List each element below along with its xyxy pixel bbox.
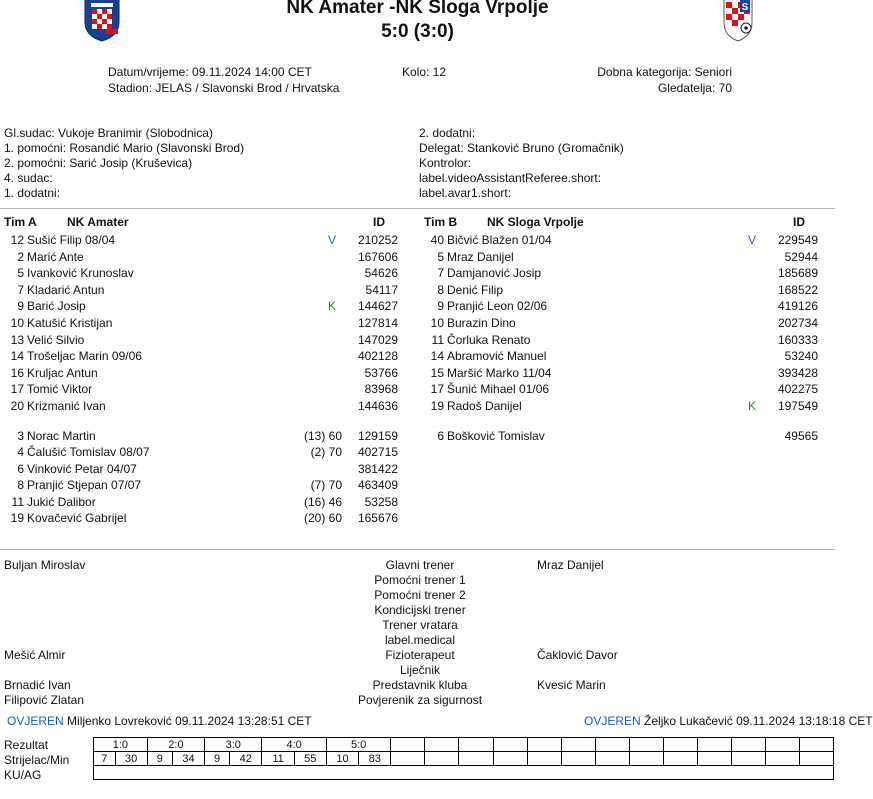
- verification-left-text: Miljenko Lovreković 09.11.2024 13:28:51 CET: [67, 714, 312, 728]
- player-id: 54626: [364, 266, 398, 281]
- player-id: 419126: [777, 299, 818, 314]
- grid-empty-cell: [425, 752, 459, 766]
- sub-row: [420, 428, 830, 444]
- player-name: Kruljac Antun: [27, 365, 98, 380]
- official-left-line: 1. pomoćni: Rosandić Mario (Slavonski Brod): [4, 141, 245, 155]
- grid-score: 4:0: [262, 738, 327, 752]
- verification-left-status: OVJEREN: [7, 714, 64, 728]
- player-name: Kladarić Antun: [27, 282, 105, 297]
- player-id: 54117: [365, 282, 398, 297]
- sub-info: (16) 46: [303, 494, 342, 509]
- grid-empty-cell: [391, 752, 425, 766]
- grid-label-scorer: Strijelac/Min: [4, 753, 70, 767]
- player-name: Čorluka Renato: [447, 332, 531, 347]
- player-number: 10: [10, 316, 24, 330]
- player-number: 5: [17, 266, 24, 281]
- grid-scorer-min: 42: [230, 752, 262, 766]
- player-name: Krizmanić Ivan: [27, 399, 106, 413]
- player-row: [420, 315, 830, 331]
- player-id: 168522: [777, 282, 818, 297]
- grid-empty-cell: [663, 752, 697, 766]
- official-left-line: 1. dodatni:: [4, 186, 61, 200]
- match-round: Kolo: 12: [402, 65, 447, 79]
- player-number: 6: [17, 461, 24, 476]
- grid-empty-cell: [731, 738, 765, 752]
- verification-left: [7, 714, 312, 728]
- team-a-name: NK Amater: [67, 215, 129, 229]
- player-name: Damjanović Josip: [447, 266, 542, 281]
- player-number: 9: [437, 299, 444, 314]
- player-row: [0, 365, 410, 381]
- grid-score: 3:0: [205, 738, 262, 752]
- player-id: 127814: [357, 316, 398, 330]
- sub-row: [0, 444, 410, 460]
- player-id: 53258: [364, 494, 398, 509]
- divider: [0, 549, 835, 550]
- grid-scorer-min: 55: [294, 752, 326, 766]
- player-number: 8: [437, 282, 444, 297]
- official-right-line: label.videoAssistantReferee.short:: [419, 171, 602, 185]
- result-grid: [93, 737, 834, 780]
- player-name: Vinković Petar 04/07: [27, 461, 137, 476]
- player-number: 12: [10, 233, 24, 247]
- sub-info: (7) 70: [310, 478, 342, 493]
- player-number: 19: [430, 399, 444, 413]
- player-name: Abramović Manuel: [447, 349, 547, 364]
- player-id: 197549: [777, 399, 818, 413]
- player-number: 14: [430, 349, 444, 364]
- player-id: 144627: [357, 299, 398, 314]
- player-row: [0, 315, 410, 331]
- grid-empty-cell: [595, 752, 629, 766]
- grid-row: [94, 738, 834, 752]
- player-name: Šunić Mihael 01/06: [447, 382, 550, 397]
- player-name: Radoš Danijel: [447, 399, 522, 413]
- player-id: 160333: [777, 332, 818, 347]
- player-id: 129159: [357, 429, 398, 443]
- grid-label-ku: KU/AG: [4, 768, 42, 782]
- grid-scorer-num: 9: [205, 752, 230, 766]
- grid-empty-cell: [595, 738, 629, 752]
- player-number: 20: [10, 399, 24, 413]
- player-id: 393428: [777, 365, 818, 380]
- staff-team-b: Kvesić Marin: [537, 678, 606, 692]
- player-number: 17: [10, 382, 24, 397]
- player-name: Velić Silvio: [27, 332, 85, 347]
- grid-empty-cell: [731, 752, 765, 766]
- player-id: 52944: [784, 249, 818, 264]
- player-number: 5: [437, 249, 444, 264]
- player-number: 15: [430, 365, 444, 380]
- sub-row: [0, 494, 410, 510]
- player-mark: K: [748, 399, 757, 413]
- sub-row: [0, 477, 410, 493]
- player-row: [0, 249, 410, 265]
- staff-role: Fizioterapeut: [385, 648, 455, 662]
- grid-empty-cell: [765, 752, 799, 766]
- player-row: [0, 282, 410, 298]
- grid-empty-cell: [561, 752, 595, 766]
- player-id: 185689: [777, 266, 818, 281]
- player-number: 11: [431, 332, 444, 347]
- official-right-line: 2. dodatni:: [419, 126, 476, 140]
- player-number: 3: [17, 429, 24, 443]
- grid-empty-cell: [391, 738, 425, 752]
- player-id: 83968: [364, 382, 398, 397]
- age-category: Dobna kategorija: Seniori: [597, 65, 732, 79]
- staff-team-a: Filipović Zlatan: [4, 693, 85, 707]
- grid-scorer-num: 7: [94, 752, 116, 766]
- player-row: [0, 398, 410, 414]
- sub-info: (13) 60: [303, 429, 342, 443]
- player-name: Barić Josip: [27, 299, 86, 314]
- player-id: 167606: [357, 249, 398, 264]
- staff-team-b: Mraz Danijel: [537, 558, 604, 572]
- team-a-id-header: ID: [373, 215, 385, 229]
- grid-scorer-num: 9: [147, 752, 172, 766]
- player-number: 8: [17, 478, 24, 493]
- grid-row: [94, 766, 834, 780]
- player-row: [0, 348, 410, 364]
- player-name: Ivanković Krunoslav: [27, 266, 134, 281]
- grid-empty-cell: [459, 738, 493, 752]
- player-number: 7: [17, 282, 24, 297]
- sub-info: (20) 60: [303, 511, 342, 525]
- grid-empty-cell: [527, 752, 561, 766]
- player-name: Mraz Danijel: [447, 249, 514, 264]
- player-number: 4: [17, 445, 24, 460]
- player-mark: V: [748, 233, 757, 247]
- staff-role: Pomoćni trener 1: [374, 573, 466, 587]
- player-id: 402275: [777, 382, 818, 397]
- svg-text:S: S: [741, 2, 749, 13]
- player-row: [0, 332, 410, 348]
- player-number: 10: [430, 316, 444, 330]
- player-number: 9: [17, 299, 24, 314]
- team-b-id-header: ID: [793, 215, 805, 229]
- player-name: Marić Ante: [27, 249, 84, 264]
- staff-team-a: Buljan Miroslav: [4, 558, 86, 572]
- player-number: 14: [10, 349, 24, 364]
- staff-role: Povjerenik za sigurnost: [357, 693, 483, 707]
- verification-right-text: Željko Lukačević 09.11.2024 13:18:18 CET: [644, 714, 873, 728]
- staff-role: Glavni trener: [385, 558, 455, 572]
- player-name: Maršić Marko 11/04: [447, 365, 552, 380]
- player-row: [420, 298, 830, 314]
- verification-right-status: OVJEREN: [584, 714, 641, 728]
- grid-scorer-min: 30: [115, 752, 147, 766]
- player-mark: V: [328, 233, 337, 247]
- grid-score: 5:0: [326, 738, 391, 752]
- player-name: Burazin Dino: [447, 316, 516, 330]
- player-name: Jukić Dalibor: [27, 494, 96, 509]
- player-name: Kovačević Gabrijel: [27, 511, 127, 525]
- player-name: Pranjić Leon 02/06: [447, 299, 548, 314]
- player-number: 19: [10, 511, 24, 525]
- match-title: NK Amater -NK Sloga Vrpolje: [286, 0, 549, 18]
- player-row: [420, 232, 830, 248]
- grid-empty-cell: [425, 738, 459, 752]
- grid-empty-cell: [629, 738, 663, 752]
- grid-empty-cell: [799, 752, 833, 766]
- grid-scorer-num: 11: [262, 752, 294, 766]
- grid-row: [94, 752, 834, 766]
- grid-score: 1:0: [94, 738, 148, 752]
- verification-right: [584, 714, 873, 728]
- player-name: Bičvić Blažen 01/04: [447, 233, 552, 247]
- player-id: 53766: [364, 365, 398, 380]
- divider: [0, 208, 835, 209]
- player-mark: K: [328, 299, 337, 314]
- grid-empty-cell: [663, 738, 697, 752]
- staff-role: Predstavnik kluba: [372, 678, 468, 692]
- grid-empty-cell: [561, 738, 595, 752]
- player-id: 210252: [357, 233, 398, 247]
- staff-team-a: Brnadić Ivan: [4, 678, 71, 692]
- grid-empty-cell: [493, 738, 527, 752]
- grid-empty-cell: [765, 738, 799, 752]
- player-id: 49565: [784, 429, 818, 443]
- staff-team-b: Čaklović Davor: [537, 648, 618, 662]
- staff-role: Pomoćni trener 2: [374, 588, 466, 602]
- grid-scorer-min: 34: [172, 752, 204, 766]
- player-number: 16: [10, 365, 24, 380]
- grid-empty-cell: [697, 738, 731, 752]
- player-number: 7: [437, 266, 444, 281]
- player-id: 147029: [357, 332, 398, 347]
- player-number: 40: [430, 233, 444, 247]
- official-left-line: 2. pomoćni: Sarić Josip (Kruševica): [4, 156, 193, 170]
- player-row: [0, 265, 410, 281]
- player-id: 463409: [357, 478, 398, 493]
- staff-role: Trener vratara: [382, 618, 458, 632]
- player-name: Bošković Tomislav: [447, 429, 545, 443]
- grid-empty-cell: [527, 738, 561, 752]
- player-row: [420, 365, 830, 381]
- player-id: 381422: [357, 461, 398, 476]
- staff-role: Kondicijski trener: [374, 603, 466, 617]
- team-b-label: Tim B: [424, 215, 458, 229]
- grid-scorer-min: 83: [359, 752, 391, 766]
- player-row: [420, 348, 830, 364]
- player-row: [420, 398, 830, 414]
- player-row: [420, 282, 830, 298]
- sub-row: [0, 510, 410, 526]
- grid-ku-row: [94, 766, 834, 780]
- player-number: 17: [430, 382, 444, 397]
- grid-score: 2:0: [147, 738, 204, 752]
- player-number: 6: [437, 429, 444, 443]
- player-number: 2: [17, 249, 24, 264]
- staff-role: label.medical: [384, 633, 456, 647]
- player-row: [0, 381, 410, 397]
- official-left-line: Gl.sudac: Vukoje Branimir (Slobodnica): [4, 126, 213, 140]
- grid-empty-cell: [493, 752, 527, 766]
- player-row: [0, 298, 410, 314]
- match-stadium: Stadion: JELAS / Slavonski Brod / Hrvatska: [108, 81, 340, 95]
- grid-empty-cell: [799, 738, 833, 752]
- player-id: 53240: [784, 349, 818, 364]
- player-id: 165676: [357, 511, 398, 525]
- player-number: 13: [10, 332, 24, 347]
- team-b-name: NK Sloga Vrpolje: [487, 215, 584, 229]
- staff-team-a: Mešić Almir: [4, 648, 66, 662]
- player-id: 402715: [357, 445, 398, 460]
- player-name: Trošeljac Marin 09/06: [27, 349, 142, 364]
- official-right-line: label.avar1.short:: [419, 186, 512, 200]
- sub-row: [0, 461, 410, 477]
- official-right-line: Delegat: Stanković Bruno (Gromačnik): [419, 141, 624, 155]
- sub-info: (2) 70: [310, 445, 342, 460]
- player-id: 402128: [357, 349, 398, 364]
- match-score: 5:0 (3:0): [381, 21, 454, 42]
- player-row: [420, 249, 830, 265]
- player-row: [420, 265, 830, 281]
- grid-scorer-num: 10: [326, 752, 358, 766]
- player-name: Sušić Filip 08/04: [27, 233, 116, 247]
- grid-empty-cell: [629, 752, 663, 766]
- player-id: 202734: [777, 316, 818, 330]
- spectators: Gledatelja: 70: [657, 81, 732, 95]
- player-id: 144636: [357, 399, 398, 413]
- player-name: Tomić Viktor: [27, 382, 93, 397]
- player-row: [420, 381, 830, 397]
- player-name: Katušić Kristijan: [27, 316, 113, 330]
- player-name: Pranjić Stjepan 07/07: [27, 478, 142, 493]
- official-left-line: 4. sudac:: [4, 171, 53, 185]
- team-a-label: Tim A: [4, 215, 37, 229]
- player-name: Čalušić Tomislav 08/07: [27, 445, 150, 460]
- player-id: 229549: [777, 233, 818, 247]
- player-row: [0, 232, 410, 248]
- sub-row: [0, 428, 410, 444]
- player-number: 11: [11, 494, 24, 509]
- grid-empty-cell: [459, 752, 493, 766]
- player-name: Denić Filip: [447, 282, 504, 297]
- staff-role: Liječnik: [399, 663, 441, 677]
- official-right-line: Kontrolor:: [419, 156, 472, 170]
- grid-empty-cell: [697, 752, 731, 766]
- match-date: Datum/vrijeme: 09.11.2024 14:00 CET: [108, 65, 312, 79]
- player-row: [420, 332, 830, 348]
- grid-label-result: Rezultat: [4, 738, 49, 752]
- player-name: Norac Martin: [27, 429, 96, 443]
